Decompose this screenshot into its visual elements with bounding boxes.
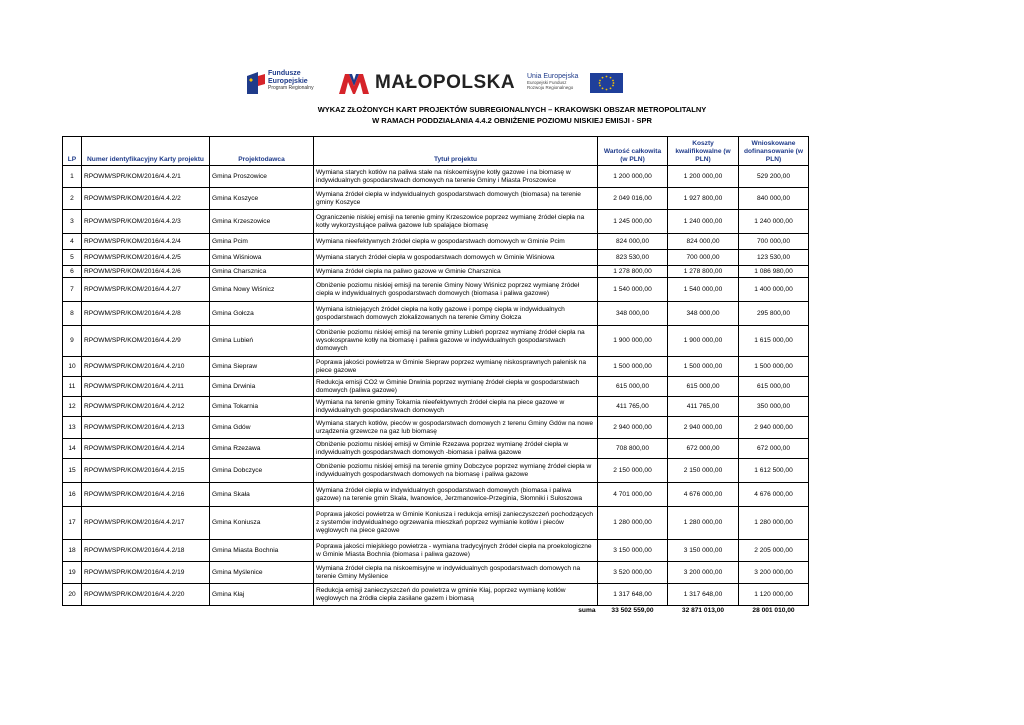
row-total: 3 520 000,00	[598, 562, 668, 584]
row-applicant: Gmina Myślenice	[210, 562, 314, 584]
row-number: RPOWM/SPR/KOM/2016/4.4.2/11	[82, 377, 210, 397]
row-lp: 18	[63, 540, 82, 562]
ue-line3: Rozwoju Regionalnego	[527, 85, 574, 90]
row-eligible: 2 150 000,00	[668, 459, 739, 483]
row-number: RPOWM/SPR/KOM/2016/4.4.2/12	[82, 397, 210, 417]
row-total: 2 940 000,00	[598, 417, 668, 439]
row-funding: 2 205 000,00	[739, 540, 809, 562]
row-lp: 19	[63, 562, 82, 584]
row-lp: 16	[63, 483, 82, 507]
row-lp: 4	[63, 234, 82, 250]
sum-funding: 28 001 010,00	[752, 607, 795, 614]
row-lp: 14	[63, 439, 82, 459]
document-heading	[0, 104, 1024, 126]
table-row	[63, 584, 809, 606]
row-number: RPOWM/SPR/KOM/2016/4.4.2/6	[82, 266, 210, 278]
table-row	[63, 562, 809, 584]
row-eligible: 1 200 000,00	[668, 166, 739, 188]
row-title: Obniżenie poziomu niskiej emisji na terenie Gminy Nowy Wiśnicz poprzez wymianę źródeł ciepła w indywidualnych gospodarstwach domowych (biomasa i paliwa gazowe)	[314, 278, 598, 302]
row-title: Poprawa jakości powietrza w Gminie Koniusza i redukcja emisji zanieczyszczeń pochodzących z systemów indywidualnego ogrzewania mieszkań poprzez wymianie kotłów i pieców węglowych na piece gazowe	[314, 507, 598, 540]
row-applicant: Gmina Charsznica	[210, 266, 314, 278]
row-eligible: 824 000,00	[668, 234, 739, 250]
row-lp: 20	[63, 584, 82, 606]
row-applicant: Gmina Gołcza	[210, 302, 314, 326]
row-title: Ograniczenie niskiej emisji na terenie gminy Krzeszowice poprzez wymianę źródeł ciepła na kotły wykorzystujące paliwa gazowe lub spalające biomasę	[314, 210, 598, 234]
row-applicant: Gmina Miasta Bochnia	[210, 540, 314, 562]
row-number: RPOWM/SPR/KOM/2016/4.4.2/4	[82, 234, 210, 250]
header-number: Numer identyfikacyjny Karty projektu	[82, 137, 210, 166]
row-total: 1 317 648,00	[598, 584, 668, 606]
unia-europejska-logo	[527, 70, 627, 96]
row-title: Wymiana nieefektywnych źródeł ciepła w gospodarstwach domowych w Gminie Pcim	[314, 234, 598, 250]
row-applicant: Gmina Dobczyce	[210, 459, 314, 483]
table-row	[63, 326, 809, 357]
sum-label: suma	[578, 607, 596, 614]
row-applicant: Gmina Rzezawa	[210, 439, 314, 459]
row-eligible: 700 000,00	[668, 250, 739, 266]
row-eligible: 1 278 800,00	[668, 266, 739, 278]
row-total: 824 000,00	[598, 234, 668, 250]
row-applicant: Gmina Tokarnia	[210, 397, 314, 417]
table-row	[63, 483, 809, 507]
header-funding: Wnioskowane dofinansowanie (w PLN)	[739, 137, 809, 166]
row-applicant: Gmina Pcim	[210, 234, 314, 250]
sum-total: 33 502 559,00	[611, 607, 654, 614]
row-number: RPOWM/SPR/KOM/2016/4.4.2/5	[82, 250, 210, 266]
row-funding: 529 200,00	[739, 166, 809, 188]
row-title: Wymiana starych źródeł ciepła w gospodarstwach domowych w Gminie Wiśniowa	[314, 250, 598, 266]
row-applicant: Gmina Siepraw	[210, 357, 314, 377]
row-eligible: 4 676 000,00	[668, 483, 739, 507]
fe-line2: Europejskie	[268, 77, 308, 85]
row-number: RPOWM/SPR/KOM/2016/4.4.2/9	[82, 326, 210, 357]
row-eligible: 1 540 000,00	[668, 278, 739, 302]
row-lp: 11	[63, 377, 82, 397]
row-funding: 123 530,00	[739, 250, 809, 266]
logo-bar	[0, 70, 1024, 96]
row-funding: 295 800,00	[739, 302, 809, 326]
row-funding: 1 500 000,00	[739, 357, 809, 377]
fundusze-europejskie-text	[268, 70, 314, 93]
row-lp: 6	[63, 266, 82, 278]
row-funding: 2 940 000,00	[739, 417, 809, 439]
row-number: RPOWM/SPR/KOM/2016/4.4.2/20	[82, 584, 210, 606]
table-row	[63, 188, 809, 210]
row-total: 615 000,00	[598, 377, 668, 397]
row-number: RPOWM/SPR/KOM/2016/4.4.2/13	[82, 417, 210, 439]
row-total: 1 278 800,00	[598, 266, 668, 278]
row-eligible: 1 317 648,00	[668, 584, 739, 606]
row-title: Redukcja emisji CO2 w Gminie Drwinia poprzez wymianę źródeł ciepła w gospodarstwach domowych (paliwa gazowe)	[314, 377, 598, 397]
row-funding: 1 120 000,00	[739, 584, 809, 606]
row-total: 708 800,00	[598, 439, 668, 459]
row-funding: 1 280 000,00	[739, 507, 809, 540]
row-title: Wymiana źródeł ciepła w indywidualnych gospodarstwach domowych (biomasa i paliwa gazowe) na terenie gmin Skała, Iwanowice, Jerzmanowice-Przeginia, Słomniki i Sułoszowa	[314, 483, 598, 507]
row-funding: 1 086 980,00	[739, 266, 809, 278]
malopolska-logo	[339, 72, 516, 96]
row-funding: 672 000,00	[739, 439, 809, 459]
row-applicant: Gmina Kłaj	[210, 584, 314, 606]
row-eligible: 1 900 000,00	[668, 326, 739, 357]
row-total: 1 245 000,00	[598, 210, 668, 234]
row-funding: 1 400 000,00	[739, 278, 809, 302]
row-total: 1 500 000,00	[598, 357, 668, 377]
row-applicant: Gmina Wiśniowa	[210, 250, 314, 266]
row-number: RPOWM/SPR/KOM/2016/4.4.2/1	[82, 166, 210, 188]
row-eligible: 1 240 000,00	[668, 210, 739, 234]
table-row	[63, 459, 809, 483]
row-lp: 13	[63, 417, 82, 439]
table-row	[63, 357, 809, 377]
row-eligible: 3 150 000,00	[668, 540, 739, 562]
ue-line1: Unia Europejska	[527, 73, 579, 80]
row-applicant: Gmina Proszowice	[210, 166, 314, 188]
row-eligible: 615 000,00	[668, 377, 739, 397]
row-total: 1 900 000,00	[598, 326, 668, 357]
row-lp: 2	[63, 188, 82, 210]
row-total: 4 701 000,00	[598, 483, 668, 507]
row-lp: 17	[63, 507, 82, 540]
row-title: Wymiana na terenie gminy Tokarnia nieefektywnych źródeł ciepła na piece gazowe w indywidualnych gospodarstwach domowych	[314, 397, 598, 417]
row-funding: 350 000,00	[739, 397, 809, 417]
row-number: RPOWM/SPR/KOM/2016/4.4.2/10	[82, 357, 210, 377]
row-lp: 1	[63, 166, 82, 188]
table-row	[63, 417, 809, 439]
row-number: RPOWM/SPR/KOM/2016/4.4.2/3	[82, 210, 210, 234]
row-applicant: Gmina Krzeszowice	[210, 210, 314, 234]
row-eligible: 1 500 000,00	[668, 357, 739, 377]
row-applicant: Gmina Lubień	[210, 326, 314, 357]
row-applicant: Gmina Drwinia	[210, 377, 314, 397]
row-title: Poprawa jakości miejskiego powietrza - wymiana tradycyjnych źródeł ciepła na proekologiczne w Gminie Miasta Bochnia (biomasa i paliwa gazowe)	[314, 540, 598, 562]
header-lp: LP	[63, 137, 82, 166]
table-row	[63, 250, 809, 266]
table-row	[63, 302, 809, 326]
sum-row	[63, 606, 809, 616]
table-header-row	[63, 137, 809, 166]
row-lp: 3	[63, 210, 82, 234]
row-eligible: 1 927 800,00	[668, 188, 739, 210]
row-applicant: Gmina Skała	[210, 483, 314, 507]
heading-line1: WYKAZ ZŁOŻONYCH KART PROJEKTÓW SUBREGIONALNYCH – KRAKOWSKI OBSZAR METROPOLITALNY	[317, 105, 707, 114]
row-number: RPOWM/SPR/KOM/2016/4.4.2/17	[82, 507, 210, 540]
projects-table	[62, 136, 809, 615]
row-title: Wymiana źródeł ciepła na paliwo gazowe w Gminie Charsznica	[314, 266, 598, 278]
row-title: Wymiana źródeł ciepła na niskoemisyjne w indywidualnych gospodarstwach domowych na terenie Gminy Myślenice	[314, 562, 598, 584]
row-title: Poprawa jakości powietrza w Gminie Siepraw poprzez wymianę niskosprawnych palenisk na piece gazowe	[314, 357, 598, 377]
row-number: RPOWM/SPR/KOM/2016/4.4.2/14	[82, 439, 210, 459]
row-lp: 10	[63, 357, 82, 377]
row-total: 348 000,00	[598, 302, 668, 326]
row-funding: 1 240 000,00	[739, 210, 809, 234]
table-row	[63, 166, 809, 188]
row-title: Wymiana starych kotłów, pieców w gospodarstwach domowych z terenu Gminy Gdów na nowe urządzenia grzewcze na gaz lub biomasę	[314, 417, 598, 439]
row-total: 823 530,00	[598, 250, 668, 266]
row-lp: 7	[63, 278, 82, 302]
fundusze-europejskie-logo	[247, 70, 314, 96]
sum-eligible: 32 871 013,00	[681, 607, 725, 614]
row-total: 1 280 000,00	[598, 507, 668, 540]
row-eligible: 672 000,00	[668, 439, 739, 459]
table-row	[63, 278, 809, 302]
row-number: RPOWM/SPR/KOM/2016/4.4.2/16	[82, 483, 210, 507]
table-row	[63, 234, 809, 250]
row-lp: 15	[63, 459, 82, 483]
eu-flag-icon	[590, 73, 623, 93]
row-total: 1 200 000,00	[598, 166, 668, 188]
row-number: RPOWM/SPR/KOM/2016/4.4.2/19	[82, 562, 210, 584]
row-funding: 1 612 500,00	[739, 459, 809, 483]
table-row	[63, 439, 809, 459]
row-eligible: 3 200 000,00	[668, 562, 739, 584]
row-title: Obniżenie poziomu niskiej emisji na terenie gminy Dobczyce poprzez wymianę źródeł ciepła w indywidualnych gospodarstwach domowych na biomasę i paliwa gazowe	[314, 459, 598, 483]
row-eligible: 348 000,00	[668, 302, 739, 326]
row-eligible: 2 940 000,00	[668, 417, 739, 439]
header-title: Tytuł projektu	[314, 137, 598, 166]
row-title: Wymiana źródeł ciepła w indywidualnych gospodarstwach domowych (biomasa) na terenie gminy Koszyce	[314, 188, 598, 210]
row-number: RPOWM/SPR/KOM/2016/4.4.2/7	[82, 278, 210, 302]
row-lp: 9	[63, 326, 82, 357]
row-total: 411 765,00	[598, 397, 668, 417]
header-total: Wartość całkowita (w PLN)	[598, 137, 668, 166]
row-title: Redukcja emisji zanieczyszczeń do powietrza w gminie Kłaj, poprzez wymianę kotłów węglowych na źródła ciepła zasilane gazem i biomasą	[314, 584, 598, 606]
heading-line2: W RAMACH PODDZIAŁANIA 4.4.2 OBNIŻENIE POZIOMU NISKIEJ EMISJI - SPR	[372, 116, 652, 125]
row-total: 2 150 000,00	[598, 459, 668, 483]
row-applicant: Gmina Gdów	[210, 417, 314, 439]
malopolska-text: MAŁOPOLSKA	[375, 72, 516, 93]
row-applicant: Gmina Nowy Wiśnicz	[210, 278, 314, 302]
ue-line2: Europejski Fundusz	[527, 80, 567, 85]
malopolska-m-icon	[339, 72, 369, 94]
table-row	[63, 397, 809, 417]
row-number: RPOWM/SPR/KOM/2016/4.4.2/18	[82, 540, 210, 562]
row-funding: 840 000,00	[739, 188, 809, 210]
row-total: 3 150 000,00	[598, 540, 668, 562]
row-total: 1 540 000,00	[598, 278, 668, 302]
row-title: Wymiana starych kotłów na paliwa stałe na niskoemisyjne kotły gazowe i na biomasę w indywidualnych gospodarstwach domowych na terenie Gminy i Miasta Proszowice	[314, 166, 598, 188]
row-funding: 4 676 000,00	[739, 483, 809, 507]
fundusze-europejskie-mark-icon	[247, 72, 265, 94]
row-applicant: Gmina Koszyce	[210, 188, 314, 210]
fe-line1: Fundusze	[268, 70, 301, 77]
table-row	[63, 266, 809, 278]
row-eligible: 1 280 000,00	[668, 507, 739, 540]
row-funding: 615 000,00	[739, 377, 809, 397]
header-eligible: Koszty kwalifikowalne (w PLN)	[668, 137, 739, 166]
row-lp: 5	[63, 250, 82, 266]
row-title: Obniżenie poziomu niskiej emisji w Gminie Rzezawa poprzez wymianę źródeł ciepła w indywidualnych gospodarstwach domowych -biomasa i paliwa gazowe	[314, 439, 598, 459]
table-row	[63, 507, 809, 540]
row-funding: 700 000,00	[739, 234, 809, 250]
row-number: RPOWM/SPR/KOM/2016/4.4.2/2	[82, 188, 210, 210]
table-row	[63, 377, 809, 397]
fe-line3: Program Regionalny	[268, 85, 314, 91]
header-applicant: Projektodawca	[210, 137, 314, 166]
row-funding: 3 200 000,00	[739, 562, 809, 584]
table-row	[63, 540, 809, 562]
row-total: 2 049 016,00	[598, 188, 668, 210]
row-title: Wymiana istniejących źródeł ciepła na kotły gazowe i pompę ciepła w indywidualnych gospodarstwach domowych zlokalizowanych na terenie Gminy Gołcza	[314, 302, 598, 326]
row-applicant: Gmina Koniusza	[210, 507, 314, 540]
row-number: RPOWM/SPR/KOM/2016/4.4.2/8	[82, 302, 210, 326]
unia-europejska-text	[527, 73, 578, 90]
row-lp: 8	[63, 302, 82, 326]
row-eligible: 411 765,00	[668, 397, 739, 417]
row-funding: 1 615 000,00	[739, 326, 809, 357]
row-lp: 12	[63, 397, 82, 417]
table-row	[63, 210, 809, 234]
row-title: Obniżenie poziomu niskiej emisji na terenie gminy Lubień poprzez wymianę źródeł ciepła na wysokosprawne kotły na biomasę i paliwa gazowe w indywidualnych gospodarstwach domowych	[314, 326, 598, 357]
row-number: RPOWM/SPR/KOM/2016/4.4.2/15	[82, 459, 210, 483]
